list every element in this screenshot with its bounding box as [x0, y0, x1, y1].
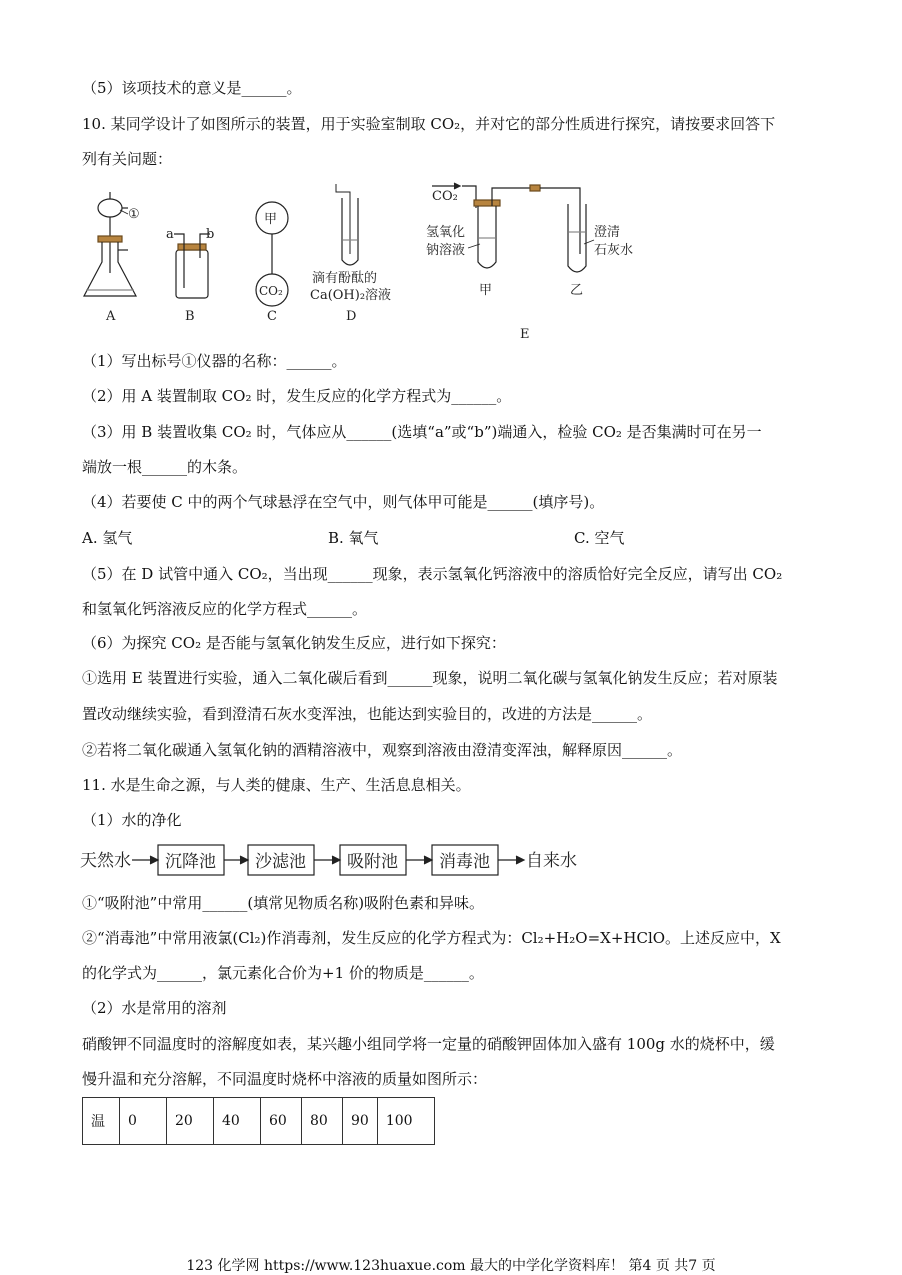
question-10-1: （1）写出标号①仪器的名称：______。: [82, 352, 347, 370]
page-footer: 123 化学网 https://www.123huaxue.com 最大的中学化学资料库！ 第4 页 共7 页: [186, 1258, 716, 1274]
apparatus-figure: [70, 178, 830, 346]
question-10-5: （5）在 D 试管中通入 CO₂，当出现______现象，表示氢氧化钙溶液中的溶质恰好完全反应，请写出 CO₂: [82, 565, 783, 583]
apparatus-c: [256, 202, 288, 324]
text-line: ②若将二氧化碳通入氢氧化钠的酒精溶液中，观察到溶液由澄清变浑浊，解释原因______。: [82, 741, 683, 759]
apparatus-d: [310, 184, 391, 324]
apparatus-e: [426, 183, 633, 342]
marker-1: ①: [128, 207, 140, 222]
text-line: 置改动继续实验，看到澄清石灰水变浑浊，也能达到实验目的，改进的方法是______。: [82, 705, 653, 723]
table-row: [83, 1098, 435, 1145]
text-line: ①选用 E 装置进行实验，通入二氧化碳后看到______现象，说明二氧化碳与氢氧化钠发生反应；若对原装: [82, 669, 778, 687]
table-cell: 80: [302, 1098, 343, 1145]
text-line: 慢升温和充分溶解，不同温度时烧杯中溶液的质量如图所示：: [82, 1070, 488, 1088]
text-line: 的化学式为______，氯元素化合价为+1 价的物质是______。: [82, 964, 484, 982]
balloon-top-label: 甲: [264, 212, 278, 227]
e-gas-label: CO₂: [432, 189, 458, 204]
text-line: 硝酸钾不同温度时的溶解度如表，某兴趣小组同学将一定量的硝酸钾固体加入盛有 100g 水的烧杯中，缓: [82, 1035, 775, 1053]
purification-flowchart: [80, 842, 600, 878]
text-line: （5）该项技术的意义是______。: [82, 79, 302, 97]
label-a: A: [106, 309, 116, 324]
flow-step-2: 沙滤池: [255, 852, 306, 872]
text-line: 端放一根______的木条。: [82, 458, 248, 476]
question-10-stem: 10. 某同学设计了如图所示的装置，用于实验室制取 CO₂，并对它的部分性质进行探究，请按要求回答下: [82, 115, 776, 133]
e-tube-label-1: 甲: [479, 283, 493, 298]
apparatus-a: [84, 192, 140, 324]
flow-step-4: 消毒池: [439, 852, 490, 872]
e-left-label-2: 钠溶液: [426, 243, 466, 258]
question-10-6: （6）为探究 CO₂ 是否能与氢氧化钠发生反应，进行如下探究：: [82, 634, 506, 652]
option-c: C. 空气: [574, 529, 625, 547]
solubility-table: [82, 1097, 435, 1145]
question-11-stem: 11. 水是生命之源，与人类的健康、生产、生活息息相关。: [82, 776, 471, 794]
end-a: a: [166, 227, 174, 242]
d-caption-2: Ca(OH)₂溶液: [310, 288, 392, 303]
table-cell: 100: [377, 1098, 434, 1145]
question-10-3: （3）用 B 装置收集 CO₂ 时，气体应从______(选填“a”或“b”)端通入，检验 CO₂ 是否集满时可在另一: [82, 423, 762, 441]
label-e: E: [520, 327, 530, 342]
e-tube-label-2: 乙: [570, 283, 584, 298]
e-left-label-1: 氢氧化: [426, 225, 466, 240]
question-11-2: （2）水是常用的溶剂: [82, 999, 227, 1017]
question-10-2: （2）用 A 装置制取 CO₂ 时，发生反应的化学方程式为______。: [82, 387, 512, 405]
table-cell: 90: [343, 1098, 378, 1145]
option-b: B. 氧气: [328, 529, 379, 547]
e-right-label-2: 石灰水: [594, 243, 634, 258]
text-line: ①“吸附池”中常用______(填常见物质名称)吸附色素和异味。: [82, 894, 485, 912]
table-header-cell: 温: [83, 1098, 120, 1145]
label-d: D: [346, 309, 357, 324]
e-right-label-1: 澄清: [594, 225, 621, 240]
text-line: 和氢氧化钙溶液反应的化学方程式______。: [82, 600, 368, 618]
question-11-1: （1）水的净化: [82, 811, 182, 829]
table-cell: 40: [214, 1098, 261, 1145]
label-b: B: [185, 309, 195, 324]
flow-step-1: 沉降池: [165, 852, 216, 872]
balloon-bottom-label: CO₂: [259, 284, 283, 298]
text-line: 列有关问题：: [82, 150, 173, 168]
option-a: A. 氢气: [82, 529, 133, 547]
flow-step-3: 吸附池: [347, 852, 398, 872]
apparatus-b: [166, 227, 214, 324]
d-caption-1: 滴有酚酞的: [312, 271, 378, 286]
table-cell: 60: [261, 1098, 302, 1145]
table-cell: 20: [167, 1098, 214, 1145]
end-b: b: [206, 227, 215, 242]
flow-start: 天然水: [80, 851, 131, 871]
flow-end: 自来水: [526, 851, 577, 871]
label-c: C: [267, 309, 277, 324]
text-line: ②“消毒池”中常用液氯(Cl₂)作消毒剂，发生反应的化学方程式为：Cl₂+H₂O=X+HClO。上述反应中，X: [82, 929, 781, 947]
question-10-4: （4）若要使 C 中的两个气球悬浮在空气中，则气体甲可能是______(填序号)。: [82, 493, 605, 511]
table-cell: 0: [120, 1098, 167, 1145]
